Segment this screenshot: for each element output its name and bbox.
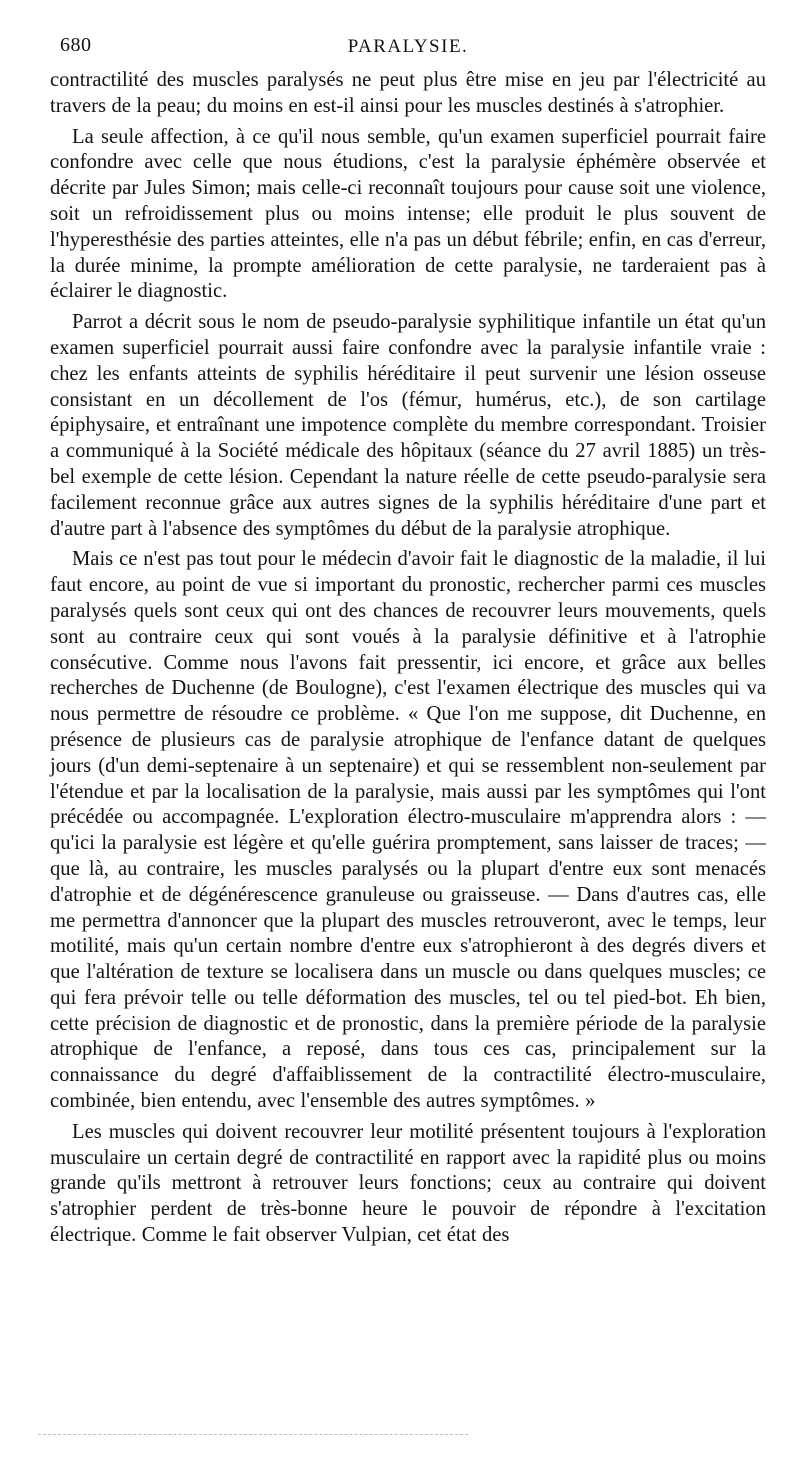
paragraph-continuation: contractilité des muscles paralysés ne peut plus être mise en jeu par l'électricité au travers de la peau; du moins en est-il ainsi pour les muscles destinés à s'atrophier. (50, 69, 766, 117)
paragraph-muscle-recovery: Les muscles qui doivent recouvrer leur motilité présentent toujours à l'exploration musculaire un certain degré de contractilité en rapport avec la rapidité plus ou moins grande qu'ils mettront à retrouver leurs fonctions; ceux au contraire qui doivent s'atrophier perdent de très-bonne heure le pouvoir de répondre à l'excitation électrique. Comme le fait observer Vulpian, cet état des (50, 1120, 766, 1247)
paragraph-pseudo-paralysis: Parrot a décrit sous le nom de pseudo-paralysie syphilitique infantile un état qu'un examen superficiel pourrait aussi faire confondre avec la paralysie infantile vraie : chez les enfants atteints de syphilis héréditaire il peut survenir une lésion osseuse consistant en un décollement de l'os (fémur, humérus, etc.), de son cartilage épiphysaire, et entraînant une impotence complète du membre correspondant. Troisier a communiqué à la Société médicale des hôpitaux (séance du 27 avril 1885) un très-bel exemple de cette lésion. Cependant la nature réelle de cette pseudo-paralysie sera facilement reconnue grâce aux autres signes de la syphilis héréditaire d'une part et d'autre part à l'absence des symptômes du début de la paralysie atrophique. (50, 311, 766, 540)
page-header (60, 30, 756, 62)
running-title: PARALYSIE. (347, 36, 469, 57)
paragraph-differential-diagnosis: La seule affection, à ce qu'il nous semble, qu'un examen superficiel pourrait faire confondre avec celle que nous étudions, c'est la paralysie éphémère observée et décrite par Jules Simon; mais celle-ci reconnaît toujours pour cause soit une violence, soit un refroidissement plus ou moins intense; elle produit le plus souvent de l'hyperesthésie des parties atteintes, elle n'a pas un début fébrile; enfin, en cas d'erreur, la durée minime, la prompte amélioration de cette paralysie, ne tarderaient pas à éclairer le diagnostic. (50, 125, 766, 303)
page-number: 680 (60, 34, 92, 56)
paragraph-prognosis: Mais ce n'est pas tout pour le médecin d'avoir fait le diagnostic de la maladie, il lui faut encore, au point de vue si important du pronostic, rechercher parmi ces muscles paralysés quels sont ceux qui ont des chances de recouvrer leurs mouvements, quels sont au contraire ceux qui sont voués à la paralysie définitive et à l'atrophie consécutive. Comme nous l'avons fait pressentir, ici encore, et grâce aux belles recherches de Duchenne (de Boulogne), c'est l'examen électrique des muscles qui va nous permettre de résoudre ce problème. « Que l'on me suppose, dit Duchenne, en présence de plusieurs cas de paralysie atrophique de l'enfance datant de quelques jours (d'un demi-septenaire à un septenaire) et qui se ressemblent non-seulement par l'étendue et par la localisation de la paralysie, mais aussi par les symptômes qui l'ont précédée ou accompagnée. L'exploration électro-musculaire m'apprendra alors : — qu'ici la paralysie est légère et qu'elle guérira promptement, sans laisser de traces; — que là, au contraire, les muscles paralysés ou la plupart d'entre eux sont menacés d'atrophie et de dégénérescence granuleuse ou graisseuse. — Dans d'autres cas, elle me permettra d'annoncer que la plupart des muscles retrouveront, avec le temps, leur motilité, mais qu'un certain nombre d'entre eux s'atrophieront à des degrés divers et que l'altération de texture se localisera dans un muscle ou dans quelques muscles; ce qui fera prévoir telle ou telle déformation des muscles, tel ou tel pied-bot. Eh bien, cette précision de diagnostic et de pronostic, dans la première période de la paralysie atrophique de l'enfance, a reposé, dans tous ces cas, principalement sur la connaissance du degré d'affaiblissement de la contractilité électro-musculaire, combinée, bien entendu, avec l'ensemble des autres symptômes. » (50, 548, 766, 1113)
body-text (50, 68, 766, 1254)
bottom-rule (38, 1434, 468, 1435)
